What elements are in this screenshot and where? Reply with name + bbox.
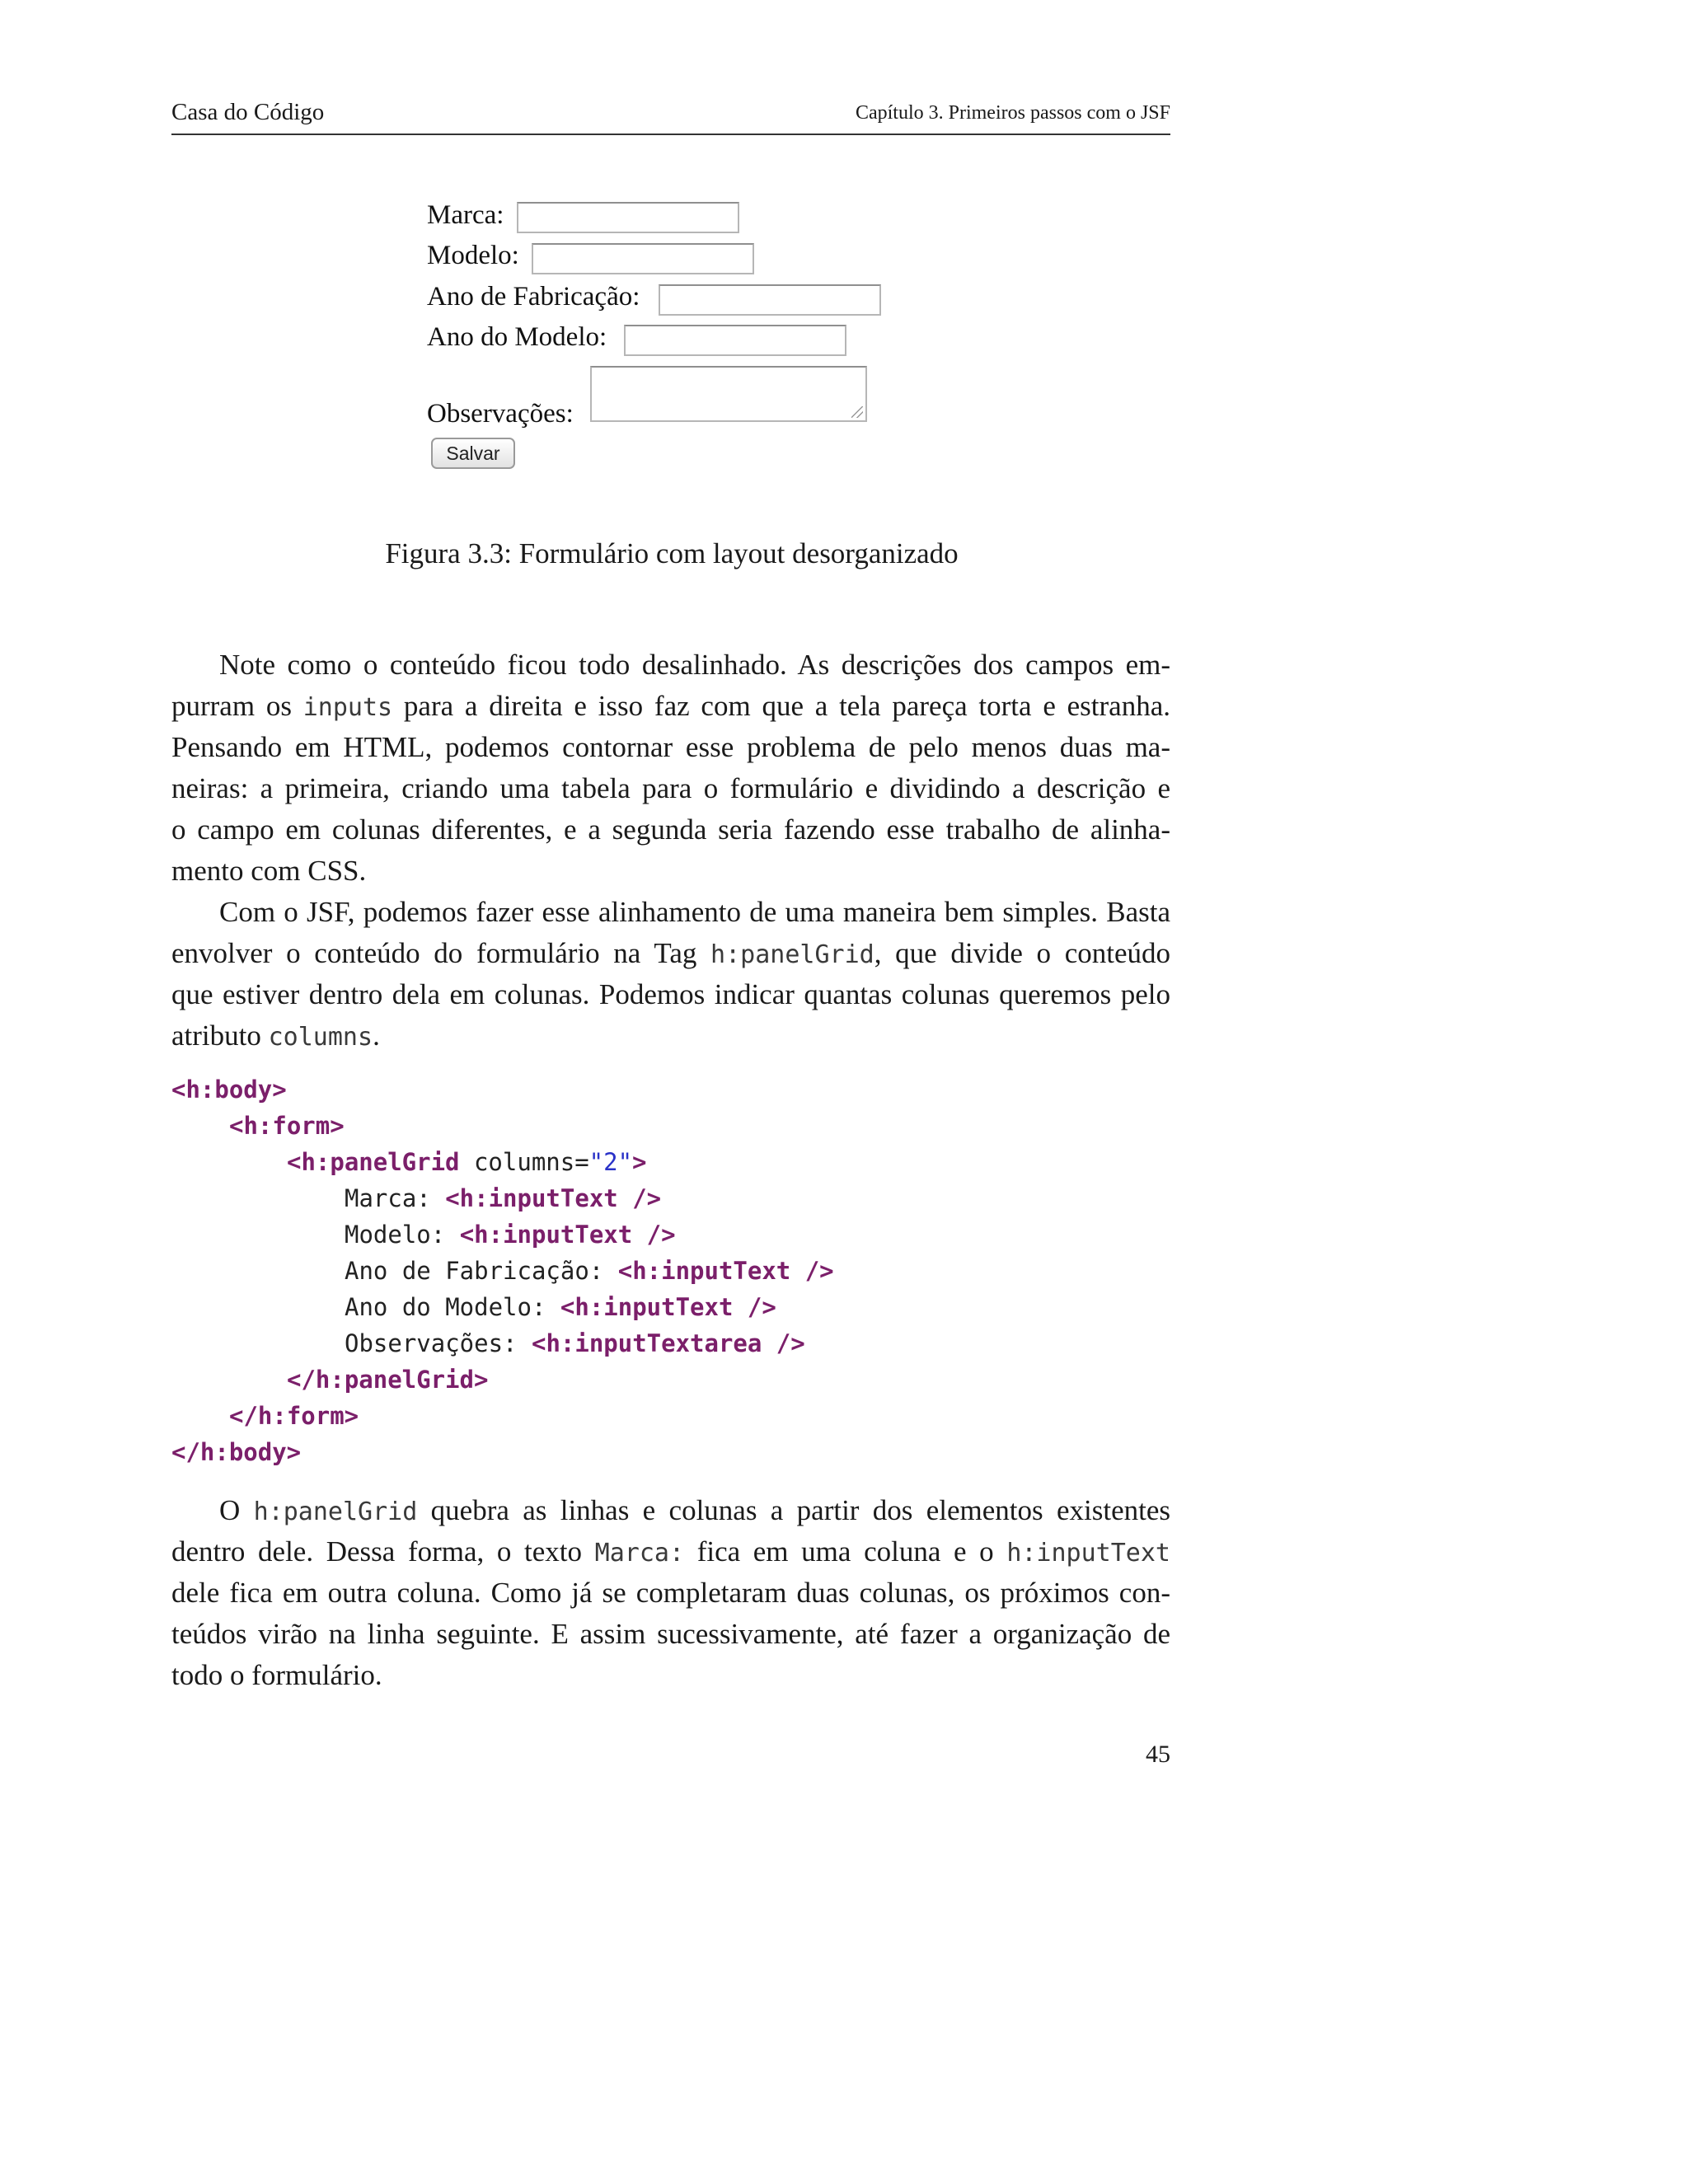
paragraph-line: todo o formulário. bbox=[171, 1659, 382, 1691]
paragraph-line: o campo em colunas diferentes, e a segunda seria fazendo esse trabalho de alinha- bbox=[171, 813, 1170, 846]
inline-code: h:panelGrid bbox=[710, 940, 874, 969]
inline-code: h:panelGrid bbox=[253, 1497, 418, 1526]
code-line: Observações: <h:inputTextarea /> bbox=[345, 1329, 805, 1357]
page-number: 45 bbox=[1146, 1741, 1170, 1768]
observacoes-textarea[interactable] bbox=[590, 366, 867, 422]
code-line: Modelo: <h:inputText /> bbox=[345, 1221, 676, 1249]
marca-input[interactable] bbox=[517, 202, 739, 233]
code-line: <h:panelGrid columns="2"> bbox=[287, 1148, 647, 1176]
code-line: </h:panelGrid> bbox=[287, 1366, 489, 1394]
paragraph-line: mento com CSS. bbox=[171, 855, 367, 887]
ano-modelo-label: Ano do Modelo: bbox=[427, 322, 607, 352]
code-line: </h:form> bbox=[229, 1402, 359, 1430]
modelo-label: Modelo: bbox=[427, 241, 519, 270]
marca-label: Marca: bbox=[427, 200, 504, 230]
inline-code: Marca: bbox=[594, 1539, 685, 1568]
code-line: </h:body> bbox=[171, 1438, 302, 1466]
running-header bbox=[171, 97, 1170, 135]
inline-code: h:inputText bbox=[1006, 1539, 1170, 1568]
paragraph-line: O h:panelGrid quebra as linhas e colunas a partir dos elementos existentes bbox=[219, 1494, 1170, 1526]
paragraph-line: dele fica em outra coluna. Como já se completaram duas colunas, os próximos con- bbox=[171, 1577, 1170, 1609]
paragraph-line: envolver o conteúdo do formulário na Tag h:panelGrid, que divide o conteúdo bbox=[171, 937, 1170, 969]
paragraph-line: atributo columns. bbox=[171, 1019, 380, 1052]
paragraph-line: teúdos virão na linha seguinte. E assim sucessivamente, até fazer a organização de bbox=[171, 1618, 1170, 1650]
salvar-button[interactable]: Salvar bbox=[431, 438, 515, 469]
paragraph-line: purram os inputs para a direita e isso faz com que a tela pareça torta e estranha. bbox=[171, 690, 1170, 722]
header-book-title: Casa do Código bbox=[171, 99, 325, 125]
paragraph-line: neiras: a primeira, criando uma tabela para o formulário e dividindo a descrição e bbox=[171, 772, 1170, 804]
paragraph-1 bbox=[171, 644, 1170, 892]
paragraph-line: Com o JSF, podemos fazer esse alinhamento de uma maneira bem simples. Basta bbox=[219, 896, 1170, 928]
inline-code: columns bbox=[268, 1023, 373, 1052]
observacoes-label: Observações: bbox=[427, 399, 574, 429]
paragraph-line: que estiver dentro dela em colunas. Podemos indicar quantas colunas queremos pelo bbox=[171, 978, 1170, 1010]
code-line: Ano do Modelo: <h:inputText /> bbox=[345, 1293, 776, 1321]
paragraph-line: Pensando em HTML, podemos contornar esse problema de pelo menos duas ma- bbox=[171, 731, 1170, 763]
header-chapter-title: Capítulo 3. Primeiros passos com o JSF bbox=[855, 102, 1170, 124]
code-line: Marca: <h:inputText /> bbox=[345, 1184, 662, 1212]
ano-fabricacao-input[interactable] bbox=[659, 284, 881, 316]
ano-modelo-input[interactable] bbox=[624, 325, 846, 356]
code-line: <h:body> bbox=[171, 1076, 287, 1104]
ano-fabricacao-label: Ano de Fabricação: bbox=[427, 282, 640, 312]
figure-caption: Figura 3.3: Formulário com layout desorganizado bbox=[385, 537, 959, 569]
inline-code: inputs bbox=[302, 693, 393, 722]
paragraph-line: dentro dele. Dessa forma, o texto Marca: fica em uma coluna e o h:inputText bbox=[171, 1535, 1170, 1568]
modelo-input[interactable] bbox=[532, 243, 754, 274]
paragraph-3 bbox=[171, 1490, 1170, 1696]
code-line: Ano de Fabricação: <h:inputText /> bbox=[345, 1257, 834, 1285]
paragraph-2 bbox=[171, 892, 1170, 1057]
paragraph-line: Note como o conteúdo ficou todo desalinhado. As descrições dos campos em- bbox=[219, 649, 1170, 681]
code-line: <h:form> bbox=[229, 1112, 345, 1140]
form-screenshot-figure bbox=[416, 194, 911, 482]
resize-grip-icon[interactable] bbox=[851, 406, 863, 418]
